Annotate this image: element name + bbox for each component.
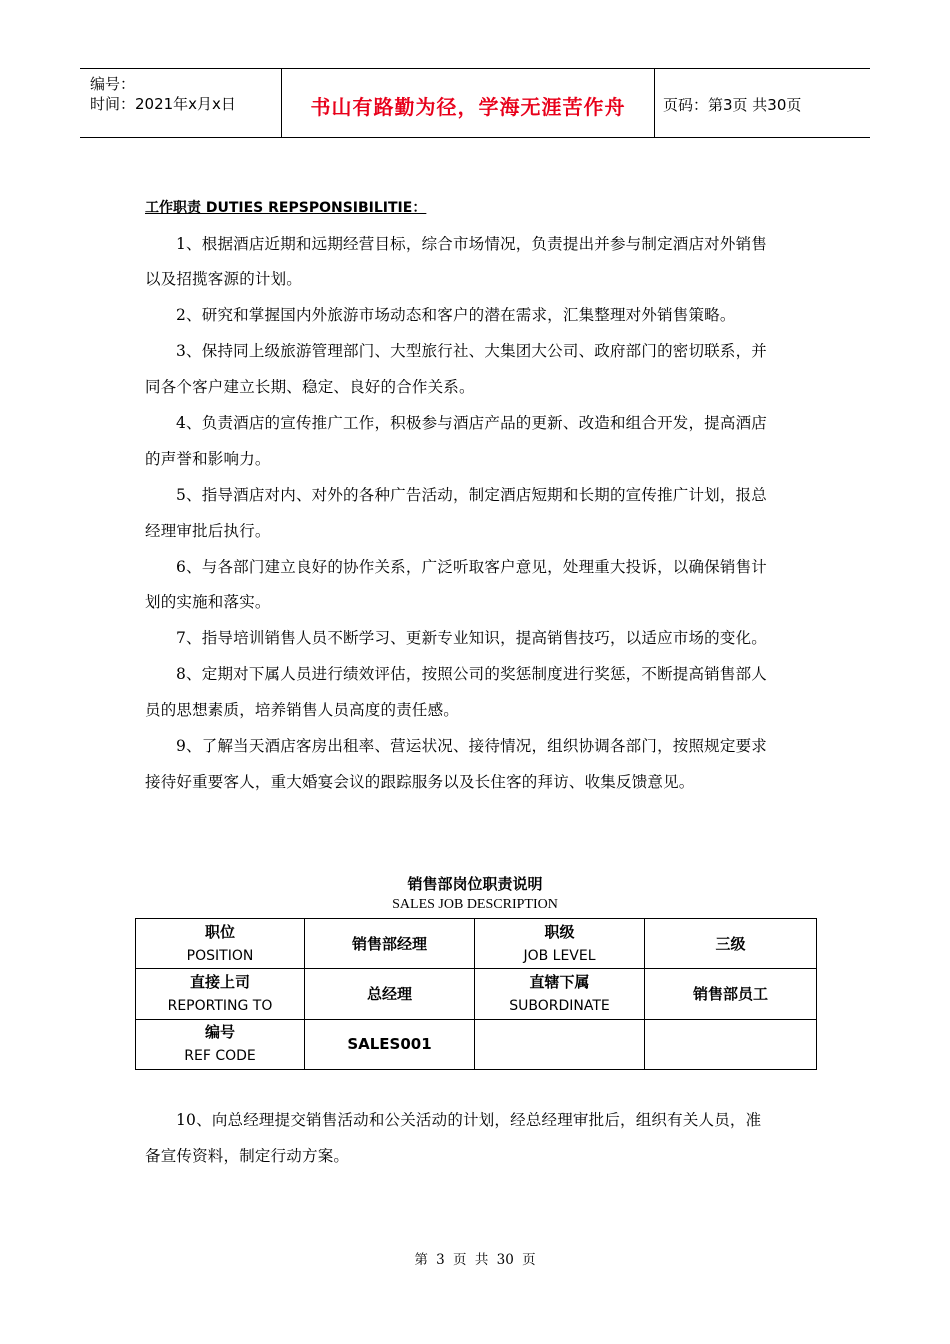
page-header (80, 68, 870, 138)
table-value-cell: SALES001 (305, 1019, 475, 1069)
key-cn: 职位 (204, 922, 235, 941)
duty-line: 接待好重要客人，重大婚宴会议的跟踪服务以及长住客的拜访、收集反馈意见。 (145, 773, 695, 791)
key-cn: 编号 (204, 1023, 235, 1042)
duty-line: 员的思想素质，培养销售人员高度的责任感。 (145, 701, 460, 719)
duty-line: 以及招揽客源的计划。 (145, 270, 303, 288)
table-key-cell (475, 969, 645, 1019)
table-row (136, 919, 817, 969)
header-motto-cell (281, 69, 655, 137)
duty-line: 同各个客户建立长期、稳定、良好的合作关系。 (145, 378, 475, 396)
page-footer: 第 3 页 共 30 页 (414, 1252, 536, 1268)
key-en: JOB LEVEL (523, 947, 596, 964)
table-value-cell: 三级 (645, 919, 817, 969)
page-info: 页码：第3页 共30页 (663, 96, 802, 114)
header-meta-cell (80, 69, 281, 137)
duty-line: 5、指导酒店对内、对外的各种广告活动，制定酒店短期和长期的宣传推广计划，报总 (176, 486, 767, 504)
duty-line: 经理审批后执行。 (145, 522, 271, 540)
duty-line: 1、根据酒店近期和远期经营目标，综合市场情况，负责提出并参与制定酒店对外销售 (176, 235, 767, 253)
key-cn: 直接上司 (189, 972, 250, 991)
key-en: SUBORDINATE (509, 997, 610, 1014)
key-en: REPORTING TO (167, 997, 273, 1014)
duty-line: 6、与各部门建立良好的协作关系，广泛听取客户意见，处理重大投诉，以确保销售计 (176, 558, 767, 576)
job-description-table (135, 918, 817, 1070)
duty-line: 划的实施和落实。 (145, 593, 271, 611)
key-cn: 直辖下属 (529, 972, 590, 991)
table-row (136, 1019, 817, 1069)
table-empty-cell (475, 1019, 645, 1069)
duty-line: 9、了解当天酒店客房出租率、营运状况、接待情况，组织协调各部门，按照规定要求 (176, 737, 767, 755)
table-value-cell: 总经理 (305, 969, 475, 1019)
duty-line: 的声誉和影响力。 (145, 450, 271, 468)
time-label: 时间：2021年x月x日 (90, 95, 236, 113)
duty-line: 7、指导培训销售人员不断学习、更新专业知识，提高销售技巧，以适应市场的变化。 (176, 629, 767, 647)
table-empty-cell (645, 1019, 817, 1069)
duty-line: 2、研究和掌握国内外旅游市场动态和客户的潜在需求，汇集整理对外销售策略。 (176, 306, 736, 324)
key-en: POSITION (186, 947, 254, 964)
code-label: 编号： (90, 75, 136, 93)
table-key-cell (136, 919, 305, 969)
table-key-cell (475, 919, 645, 969)
duty-line: 4、负责酒店的宣传推广工作，积极参与酒店产品的更新、改造和组合开发，提高酒店 (176, 414, 767, 432)
duty-line: 3、保持同上级旅游管理部门、大型旅行社、大集团大公司、政府部门的密切联系，并 (176, 342, 767, 360)
table-key-cell (136, 969, 305, 1019)
key-en: REF CODE (184, 1048, 256, 1065)
table-key-cell (136, 1019, 305, 1069)
table-subtitle: SALES JOB DESCRIPTION (392, 897, 558, 912)
duty-line: 备宣传资料，制定行动方案。 (145, 1147, 350, 1165)
table-value-cell: 销售部员工 (645, 969, 817, 1019)
table-value-cell: 销售部经理 (305, 919, 475, 969)
motto-text: 书山有路勤为径，学海无涯苦作舟 (310, 95, 626, 119)
header-page-cell (655, 69, 870, 137)
key-cn: 职级 (544, 922, 575, 941)
table-title: 销售部岗位职责说明 (407, 875, 543, 893)
duty-line: 10、向总经理提交销售活动和公关活动的计划，经总经理审批后，组织有关人员，准 (176, 1111, 762, 1129)
table-row (136, 969, 817, 1019)
section-title: 工作职责 DUTIES REPSPONSIBILITIE： (145, 200, 427, 216)
duty-line: 8、定期对下属人员进行绩效评估，按照公司的奖惩制度进行奖惩，不断提高销售部人 (176, 665, 767, 683)
